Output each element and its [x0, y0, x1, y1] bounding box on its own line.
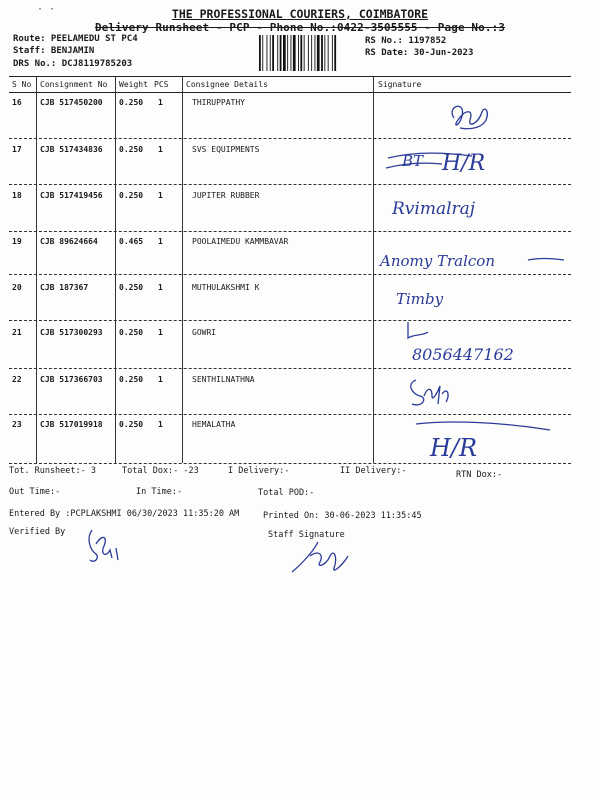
col-header-consignment: Consignment No [40, 80, 108, 89]
row-pcs: 1 [158, 98, 163, 107]
col-rule [115, 77, 116, 463]
row-pcs: 1 [158, 145, 163, 154]
row-sno: 17 [12, 145, 22, 154]
row-pcs: 1 [158, 283, 163, 292]
row-consignee: POOLAIMEDU KAMMBAVAR [192, 237, 289, 246]
col-rule [182, 77, 183, 463]
route-label: Route: PEELAMEDU ST PC4 [13, 34, 138, 44]
col-header-pcs: PCS [154, 80, 169, 89]
signature-row-18 [386, 188, 516, 224]
staff-signature-mark [290, 536, 360, 576]
drs-number: DRS No.: DCJ8119785203 [13, 59, 133, 69]
row-pcs: 1 [158, 375, 163, 384]
rs-date: RS Date: 30-Jun-2023 [365, 48, 474, 58]
row-consignment: CJB 517019918 [40, 420, 103, 429]
col-header-signature: Signature [378, 80, 422, 89]
signature-text: Rvimalraj [392, 199, 476, 219]
table-header-rule [9, 92, 571, 93]
row-sno: 18 [12, 191, 22, 200]
row-separator [9, 368, 571, 369]
svg-text:BT: BT [402, 152, 424, 170]
signature-text: H/R [430, 434, 478, 462]
row-consignee: SENTHILNATHNA [192, 375, 255, 384]
row-sno: 19 [12, 237, 22, 246]
row-consignment: CJB 517419456 [40, 191, 103, 200]
scan-speck: · · [37, 4, 56, 15]
row-pcs: 1 [158, 237, 163, 246]
rs-number: RS No.: 1197852 [365, 36, 447, 46]
rtn-dox: RTN Dox:- [456, 470, 503, 480]
printed-on: Printed On: 30-06-2023 11:35:45 [263, 511, 422, 521]
row-consignment: CJB 89624664 [40, 237, 98, 246]
document-subtitle: Delivery Runsheet - PCP - Phone No.:0422-3505555 - Page No.:3 [94, 21, 506, 34]
row-consignee: THIRUPPATHY [192, 98, 245, 107]
second-delivery: II Delivery:- [340, 466, 407, 476]
signature-row-17 [382, 142, 542, 182]
row-sno: 16 [12, 98, 22, 107]
row-sno: 21 [12, 328, 22, 337]
row-weight: 0.250 [119, 420, 144, 429]
row-sno: 22 [12, 375, 22, 384]
row-consignee: GOWRI [192, 328, 217, 337]
entered-by: Entered By :PCPLAKSHMI 06/30/2023 11:35:20 AM [9, 509, 240, 519]
row-consignment: CJB 517300293 [40, 328, 103, 337]
row-consignment: CJB 187367 [40, 283, 89, 292]
signature-text: Anomy Tralcon [380, 252, 495, 270]
row-weight: 0.465 [119, 237, 144, 246]
row-pcs: 1 [158, 191, 163, 200]
col-header-sno: S No [12, 80, 32, 89]
row-consignee: MUTHULAKSHMI K [192, 283, 260, 292]
row-weight: 0.250 [119, 98, 144, 107]
row-consignee: HEMALATHA [192, 420, 236, 429]
row-consignment: CJB 517434836 [40, 145, 103, 154]
row-weight: 0.250 [119, 191, 144, 200]
staff-label: Staff: BENJAMIN [13, 46, 95, 56]
col-header-consignee: Consignee Details [186, 80, 268, 89]
col-rule [373, 77, 374, 463]
signature-row-20 [392, 282, 482, 316]
row-pcs: 1 [158, 328, 163, 337]
col-header-weight: Weight [119, 80, 148, 89]
table-top-rule [9, 76, 571, 77]
row-sno: 23 [12, 420, 22, 429]
row-sno: 20 [12, 283, 22, 292]
signature-text: 8056447162 [412, 345, 514, 364]
barcode [258, 35, 358, 71]
signature-text: Timby [396, 290, 444, 308]
total-pod: Total POD:- [258, 488, 315, 498]
row-consignment: CJB 517366703 [40, 375, 103, 384]
row-pcs: 1 [158, 420, 163, 429]
signature-row-23 [410, 414, 570, 464]
col-rule [36, 77, 37, 463]
signature-row-22 [402, 372, 462, 414]
out-time: Out Time:- [9, 487, 61, 497]
staff-signature-label: Staff Signature [268, 530, 345, 540]
signature-text: H/R [442, 151, 486, 176]
row-separator [9, 138, 571, 139]
total-dox: Total Dox:- -23 [122, 466, 199, 476]
row-weight: 0.250 [119, 375, 144, 384]
signature-row-16 [440, 98, 500, 136]
row-consignee: SVS EQUIPMENTS [192, 145, 260, 154]
row-separator [9, 184, 571, 185]
row-consignee: JUPITER RUBBER [192, 191, 260, 200]
row-weight: 0.250 [119, 283, 144, 292]
row-separator [9, 231, 571, 232]
row-weight: 0.250 [119, 328, 144, 337]
document-title: THE PROFESSIONAL COURIERS, COIMBATORE [171, 7, 429, 21]
row-weight: 0.250 [119, 145, 144, 154]
row-consignment: CJB 517450200 [40, 98, 103, 107]
in-time: In Time:- [136, 487, 183, 497]
signature-row-21 [398, 318, 568, 366]
verified-by-signature [82, 524, 132, 568]
total-runsheet: Tot. Runsheet:- 3 [9, 466, 96, 476]
verified-by-label: Verified By [9, 527, 66, 537]
signature-row-19 [378, 238, 568, 278]
first-delivery: I Delivery:- [228, 466, 290, 476]
